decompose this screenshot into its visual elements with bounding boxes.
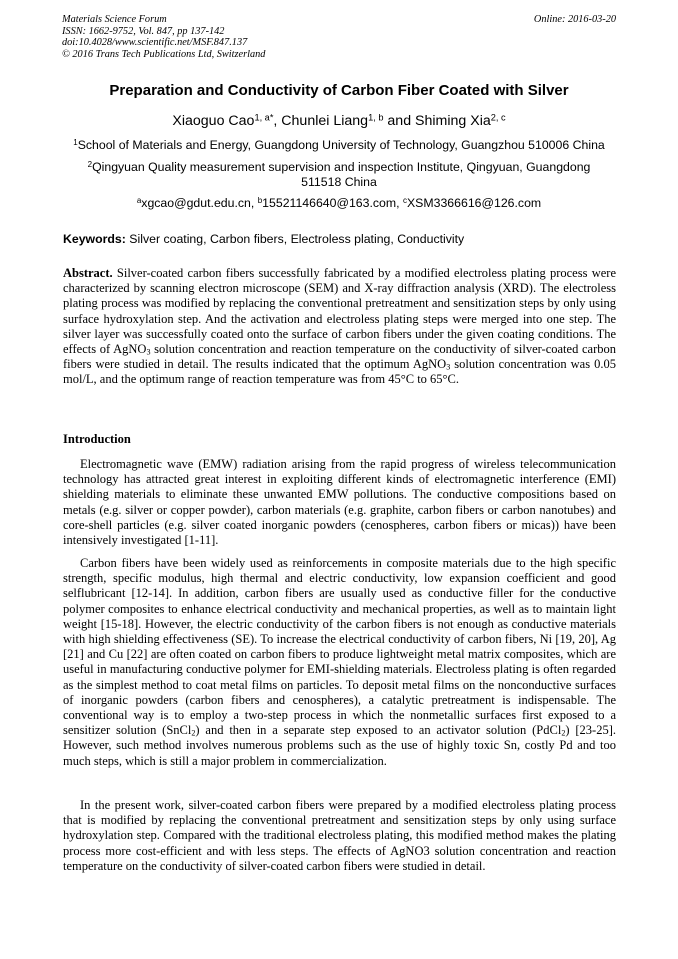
journal-header [62, 14, 616, 60]
abstract-text: solution concentration and reaction temperature on the conductivity of silver-coated carbon fibers were studied in detail. The results indicated that the optimum AgNO [63, 342, 616, 372]
author-separator: , [273, 113, 282, 129]
abstract-text: Silver-coated carbon fibers successfully fabricated by a modified electroless plating process were characterized by scanning electron microscope (SEM) and X-ray diffraction analysis (XRD). The electroless plating process was modified by replacing the conventional pretreatment and sensitization steps by only using surface hydroxylation step. And the activation and electroless plating steps were merged into one step. The silver layer was successfully coated onto the surface of carbon fibers under the given coating conditions. The effects of AgNO [63, 266, 616, 357]
affiliation-text: School of Materials and Energy, Guangdong University of Technology, Guangzhou 510006 China [77, 138, 605, 152]
email-address[interactable]: XSM3366616@126.com [406, 196, 542, 210]
affiliation-text-line2: 511518 China [301, 175, 377, 189]
keywords [63, 232, 617, 246]
keywords-text: Silver coating, Carbon fibers, Electroless plating, Conductivity [125, 232, 465, 246]
author-affiliation-mark: 2, c [490, 112, 506, 123]
affiliation-number: 2 [87, 160, 93, 170]
online-date: Online: 2016-03-20 [533, 14, 616, 25]
author-affiliation-mark: 1, a* [254, 112, 274, 123]
affiliation-number: 1 [73, 138, 78, 148]
body-paragraph [63, 556, 616, 769]
issn-line: ISSN: 1662-9752, Vol. 847, pp 137-142 [62, 25, 225, 37]
email-mark: b [257, 196, 263, 206]
email-separator: , [250, 196, 258, 210]
affiliation [0, 138, 678, 153]
email-address[interactable]: xgcao@gdut.edu.cn [141, 196, 251, 210]
paragraph-text: Carbon fibers have been widely used as reinforcements in composite materials due to the high specific strength, specific modulus, high thermal and electric conductivity, low expansion coefficient and good selflubricant [12-14]. In addition, carbon fibers are usually used as conductive filler for the conductive polymer composites to enhance electrical conductivity and mechanical properties, as well as to maintain light weight [15-18]. However, the electric conductivity of the carbon fibers is not enough as conductive materials with high shielding effectiveness (SE). To increase the electrical conductivity of carbon fibers, Ni [19, 20], Ag [21] and Cu [22] are often coated on carbon fibers to produce lightweight metal matrix composites, which are useful in manufacturing conductive polymer for EMI-shielding materials. Electroless plating is often regarded as the simplest method to coat metal films on particles. To deposit metal films on the nonconductive surfaces of inorganic powders (carbon fibers and cenospheres), a catalytic pretreatment is indispensable. The conventional way is to employ a two-step process in which the nonmetallic surfaces first exposed to a sensitizer solution (SnCl [63, 556, 616, 738]
subscript: 2 [561, 728, 566, 738]
email-mark: c [402, 196, 407, 206]
keywords-label: Keywords: [63, 232, 126, 246]
subscript: 3 [446, 362, 451, 372]
affiliation-text: Qingyuan Quality measurement supervision and inspection Institute, Qingyuan, Guangdong [92, 160, 591, 174]
paragraph-text: ) and then in a separate step exposed to an activator solution (PdCl [195, 723, 562, 738]
section-heading-introduction: Introduction [63, 432, 131, 446]
author-name: Shiming Xia [415, 113, 491, 129]
email-mark: a [136, 196, 142, 206]
author-affiliation-mark: 1, b [368, 112, 384, 123]
paragraph-text: ) [23-25]. However, such method involves numerous problems such as the use of highly toxic Sn, costly Pd and too much steps, which is still a major problem in commercialization. [63, 723, 616, 768]
journal-name: Materials Science Forum [62, 14, 167, 25]
abstract-text: solution concentration was 0.05 mol/L, and the optimum range of reaction temperature was from 45°C to 65°C. [63, 357, 616, 387]
subscript: 2 [191, 728, 196, 738]
doi-line: doi:10.4028/www.scientific.net/MSF.847.137 [62, 37, 248, 48]
body-paragraph: In the present work, silver-coated carbon fibers were prepared by a modified electroless plating process that is modified by replacing the conventional pretreatment and sensitization steps by only using surface hydroxylation step. Compared with the traditional electroless plating, this modified method makes the plating process more cost-efficient and with less steps. The effects of AgNO3 solution concentration and reaction temperature on the conductivity of silver-coated carbon fibers were studied in detail. [63, 798, 616, 873]
subscript: 3 [146, 347, 151, 357]
author-name: Xiaoguo Cao [172, 113, 255, 129]
author-separator: and [383, 113, 416, 129]
author-list [0, 113, 678, 129]
affiliation [0, 160, 678, 190]
abstract-label: Abstract. [63, 266, 113, 280]
email-list [0, 196, 678, 210]
copyright-line: © 2016 Trans Tech Publications Ltd, Switzerland [62, 48, 266, 60]
abstract [63, 266, 616, 388]
email-separator: , [396, 196, 403, 210]
body-paragraph: Electromagnetic wave (EMW) radiation arising from the rapid progress of wireless telecommunication technology has attracted great interest in exploiting different kinds of electromagnetic interference (EMI) shielding materials to eliminate these unwanted EMW pollutions. The conductive compositions based on metals (e.g. silver or copper powder), carbon materials (e.g. graphite, carbon fibers or carbon nanotubes) and core-shell particles (e.g. silver coated inorganic powders (cenospheres, carbon fibers or micas)) have been intensively investigated [1-11]. [63, 457, 616, 548]
paper-title: Preparation and Conductivity of Carbon Fiber Coated with Silver [109, 82, 569, 99]
author-name: Chunlei Liang [281, 113, 369, 129]
email-address[interactable]: 15521146640@163.com [262, 196, 397, 210]
